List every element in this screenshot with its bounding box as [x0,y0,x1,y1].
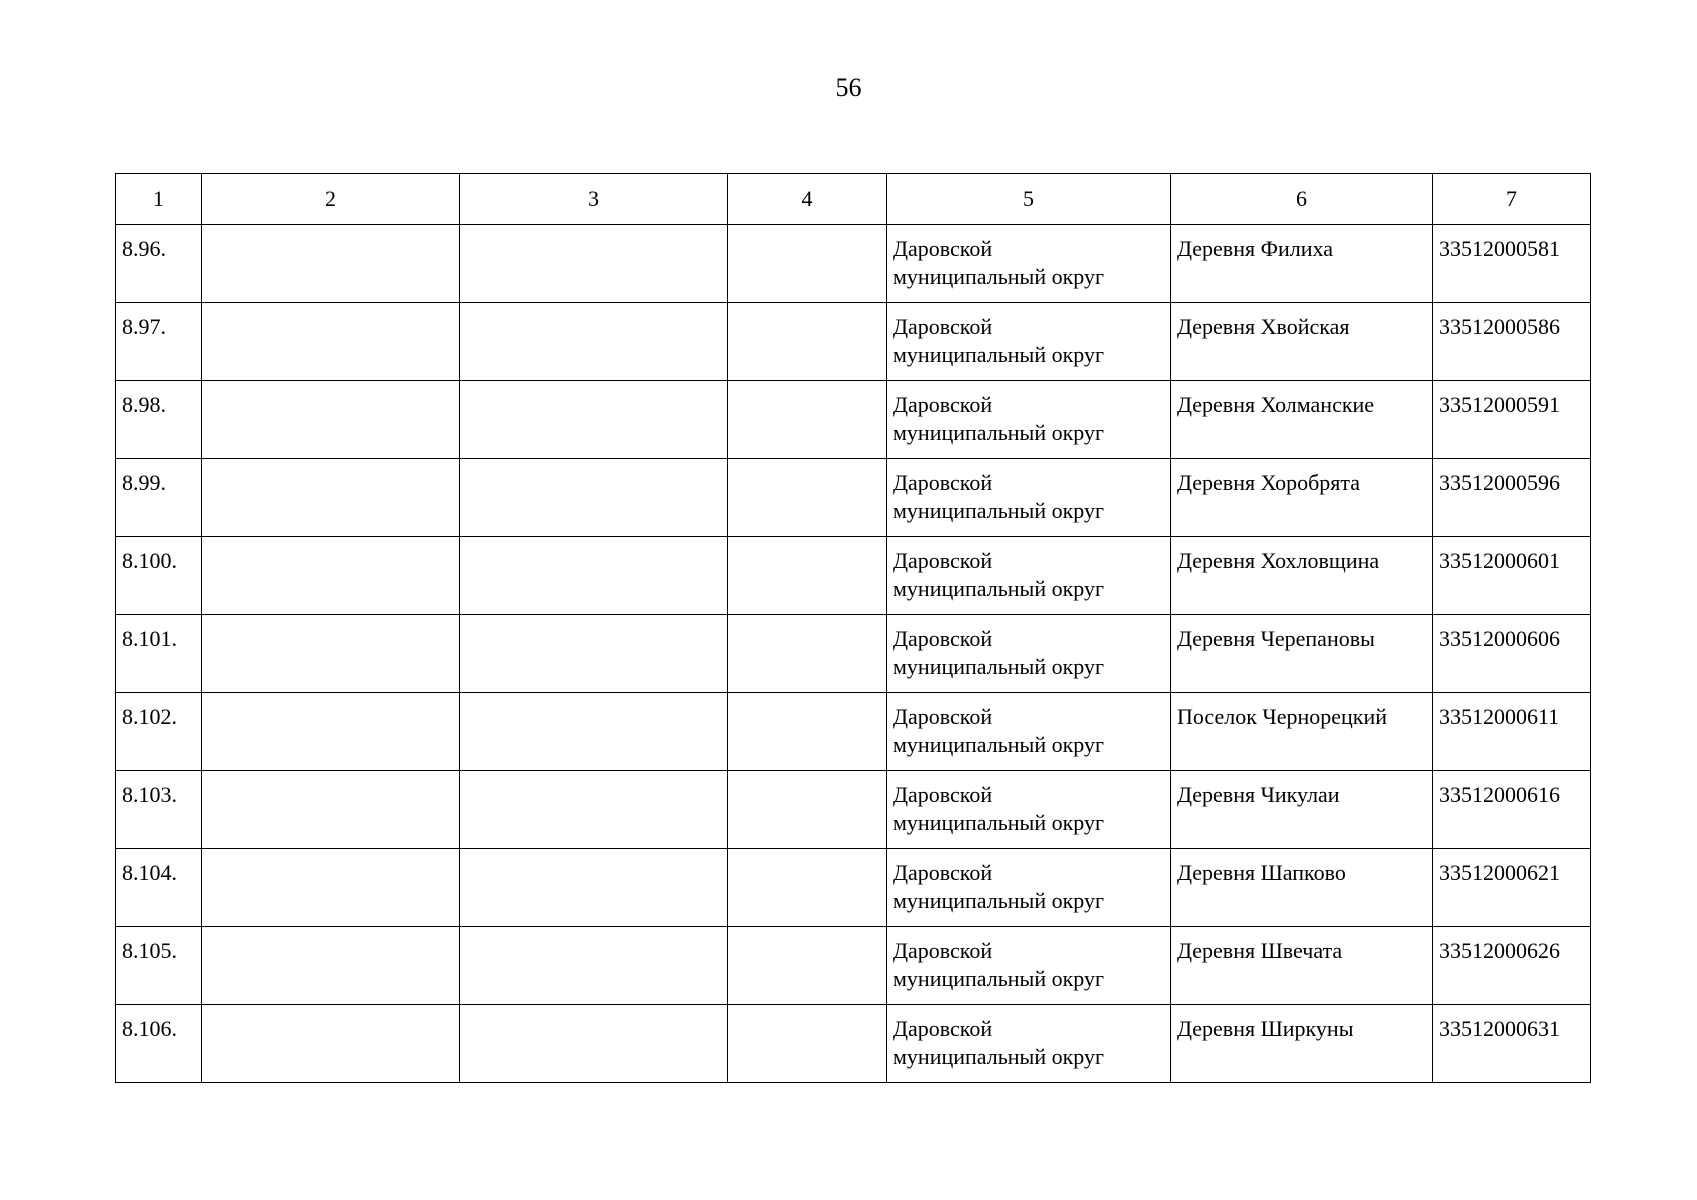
row-number-cell: 8.97. [116,303,202,381]
municipality-name-line: Даровской [893,236,993,261]
row-number-cell: 8.103. [116,771,202,849]
municipality-type-line: муниципальный округ [893,420,1105,445]
column-header: 7 [1433,174,1591,225]
municipality-cell [887,615,1171,693]
table-body [116,225,1591,1083]
table-row [116,693,1591,771]
table-cell [728,771,887,849]
table-cell [202,537,460,615]
municipality-type-line: муниципальный округ [893,966,1105,991]
municipality-type-line: муниципальный округ [893,654,1105,679]
municipality-cell [887,771,1171,849]
column-header: 4 [728,174,887,225]
settlement-cell: Деревня Хвойская [1171,303,1433,381]
settlement-cell: Деревня Филиха [1171,225,1433,303]
municipality-name-line: Даровской [893,314,993,339]
table-cell [460,1005,728,1083]
settlement-cell: Деревня Хохловщина [1171,537,1433,615]
code-cell: 33512000591 [1433,381,1591,459]
code-cell: 33512000621 [1433,849,1591,927]
municipality-type-line: муниципальный округ [893,576,1105,601]
row-number-cell: 8.96. [116,225,202,303]
municipality-cell [887,849,1171,927]
table-cell [202,927,460,1005]
code-cell: 33512000606 [1433,615,1591,693]
settlement-cell: Деревня Черепановы [1171,615,1433,693]
municipality-name-line: Даровской [893,1016,993,1041]
row-number-cell: 8.101. [116,615,202,693]
settlement-cell: Деревня Швечата [1171,927,1433,1005]
table-row [116,771,1591,849]
table-cell [460,537,728,615]
table-row [116,459,1591,537]
table-cell [460,615,728,693]
municipality-cell [887,225,1171,303]
table-row [116,303,1591,381]
row-number-cell: 8.104. [116,849,202,927]
table-cell [460,303,728,381]
header-row [116,174,1591,225]
settlement-cell: Деревня Шапково [1171,849,1433,927]
settlement-cell: Деревня Ширкуны [1171,1005,1433,1083]
row-number-cell: 8.105. [116,927,202,1005]
table-cell [460,381,728,459]
table-cell [728,615,887,693]
table-cell [728,303,887,381]
municipality-type-line: муниципальный округ [893,732,1105,757]
table-cell [202,615,460,693]
code-cell: 33512000586 [1433,303,1591,381]
column-header: 6 [1171,174,1433,225]
table-cell [202,225,460,303]
table-cell [460,459,728,537]
table-cell [202,771,460,849]
table-cell [728,537,887,615]
code-cell: 33512000601 [1433,537,1591,615]
page-number: 56 [835,73,862,102]
municipality-name-line: Даровской [893,938,993,963]
municipality-name-line: Даровской [893,704,993,729]
row-number-cell: 8.99. [116,459,202,537]
code-cell: 33512000626 [1433,927,1591,1005]
data-table [115,173,1591,1083]
row-number-cell: 8.98. [116,381,202,459]
municipality-type-line: муниципальный округ [893,342,1105,367]
municipality-name-line: Даровской [893,548,993,573]
table-cell [202,459,460,537]
table-cell [202,381,460,459]
municipality-name-line: Даровской [893,860,993,885]
settlement-cell: Поселок Чернорецкий [1171,693,1433,771]
table-cell [202,849,460,927]
column-header: 1 [116,174,202,225]
table-cell [460,771,728,849]
municipality-cell [887,381,1171,459]
code-cell: 33512000596 [1433,459,1591,537]
code-cell: 33512000581 [1433,225,1591,303]
table-row [116,381,1591,459]
table-row [116,849,1591,927]
municipality-cell [887,459,1171,537]
settlement-cell: Деревня Холманские [1171,381,1433,459]
code-cell: 33512000611 [1433,693,1591,771]
code-cell: 33512000616 [1433,771,1591,849]
table-cell [728,849,887,927]
municipality-cell [887,1005,1171,1083]
table-row [116,1005,1591,1083]
municipality-name-line: Даровской [893,392,993,417]
table-cell [460,225,728,303]
table-row [116,537,1591,615]
row-number-cell: 8.100. [116,537,202,615]
row-number-cell: 8.106. [116,1005,202,1083]
table-cell [202,1005,460,1083]
municipality-name-line: Даровской [893,626,993,651]
municipality-cell [887,303,1171,381]
municipality-name-line: Даровской [893,470,993,495]
table-cell [460,849,728,927]
column-header: 5 [887,174,1171,225]
table-cell [728,693,887,771]
table-header [116,174,1591,225]
municipality-cell [887,537,1171,615]
municipality-type-line: муниципальный округ [893,888,1105,913]
table-cell [202,693,460,771]
municipality-cell [887,927,1171,1005]
row-number-cell: 8.102. [116,693,202,771]
table-row [116,225,1591,303]
settlement-cell: Деревня Чикулаи [1171,771,1433,849]
municipality-type-line: муниципальный округ [893,264,1105,289]
municipality-type-line: муниципальный округ [893,1044,1105,1069]
table-cell [460,693,728,771]
municipality-cell [887,693,1171,771]
table-cell [728,225,887,303]
municipality-name-line: Даровской [893,782,993,807]
table-cell [728,459,887,537]
table-cell [460,927,728,1005]
table-cell [202,303,460,381]
code-cell: 33512000631 [1433,1005,1591,1083]
settlement-cell: Деревня Хоробрята [1171,459,1433,537]
table-row [116,615,1591,693]
table-cell [728,927,887,1005]
table-row [116,927,1591,1005]
table-cell [728,381,887,459]
table-cell [728,1005,887,1083]
municipality-type-line: муниципальный округ [893,810,1105,835]
column-header: 3 [460,174,728,225]
municipality-type-line: муниципальный округ [893,498,1105,523]
column-header: 2 [202,174,460,225]
